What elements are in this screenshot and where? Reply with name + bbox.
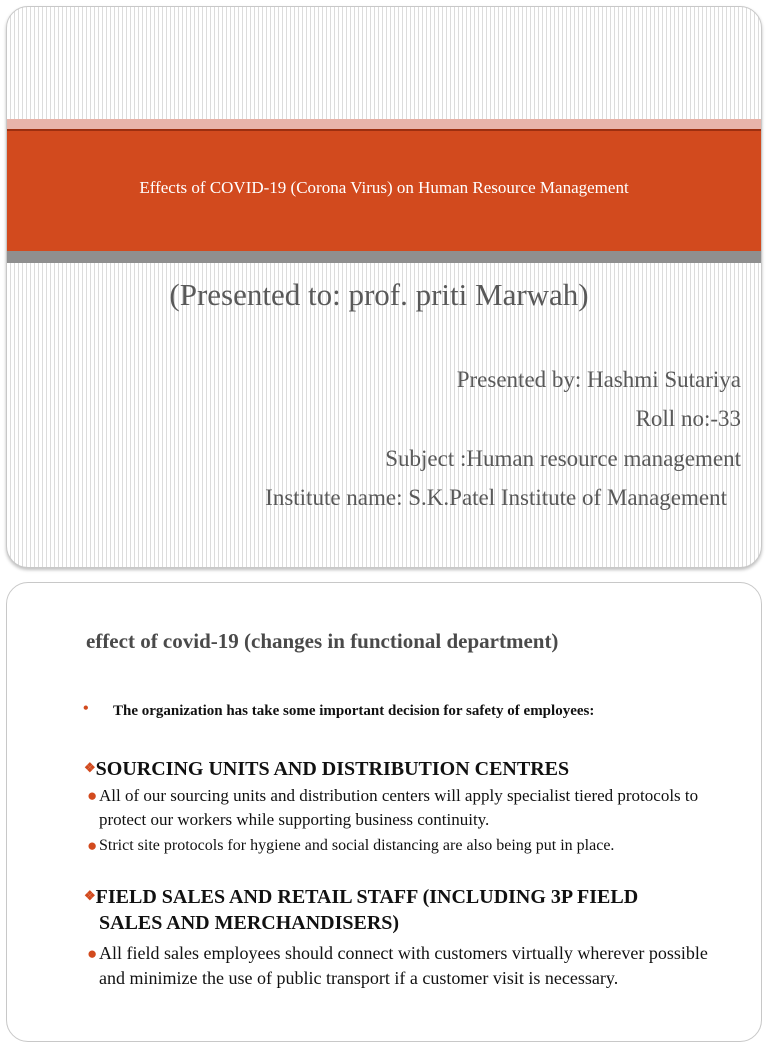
list-item-text: All field sales employees should connect with customers virtually wherever possible and minimize the use of public transport if a customer visit is necessary. [99,943,708,988]
list-item [87,784,737,832]
roll-number: Roll no:-33 [635,406,741,431]
subject: Subject :Human resource management [385,446,741,471]
slide-1 [6,6,762,568]
title-band [7,129,761,253]
bullet-dot-icon: ● [87,786,98,805]
diamond-bullet-icon: ❖ [84,760,96,775]
section-heading [84,755,569,782]
gray-accent-band [7,251,761,263]
slide-1-title: Effects of COVID-19 (Corona Virus) on Human Resource Management [139,178,629,197]
intro-text: The organization has take some important decision for safety of employees: [113,703,595,719]
section-heading-text: SOURCING UNITS AND DISTRIBUTION CENTRES [95,758,570,780]
slide-2-title: effect of covid-19 (changes in functional department) [86,629,559,653]
bullet-dot-icon: ● [87,836,98,855]
presented-by: Presented by: Hashmi Sutariya [456,367,741,392]
list-item [87,941,737,991]
diamond-bullet-icon: ❖ [84,888,96,903]
list-item-text: All of our sourcing units and distribution centers will apply specialist tiered protocols to protect our workers while supporting business continuity. [99,786,699,829]
institute-name: Institute name: S.K.Patel Institute of Management [265,485,727,510]
presented-to: (Presented to: prof. priti Marwah) [169,277,589,312]
bullet-dot-icon: • [83,700,89,717]
slide-2 [6,582,762,1042]
list-item-text: Strict site protocols for hygiene and social distancing are also being put in place. [99,837,615,854]
section-heading-text-line-2: SALES AND MERCHANDISERS) [99,912,400,934]
section-heading-text: FIELD SALES AND RETAIL STAFF (INCLUDING 3P FIELD [95,886,639,908]
list-item [87,834,737,858]
bullet-dot-icon: ● [87,944,98,963]
section-heading [84,883,638,936]
pink-accent-band [7,119,761,129]
